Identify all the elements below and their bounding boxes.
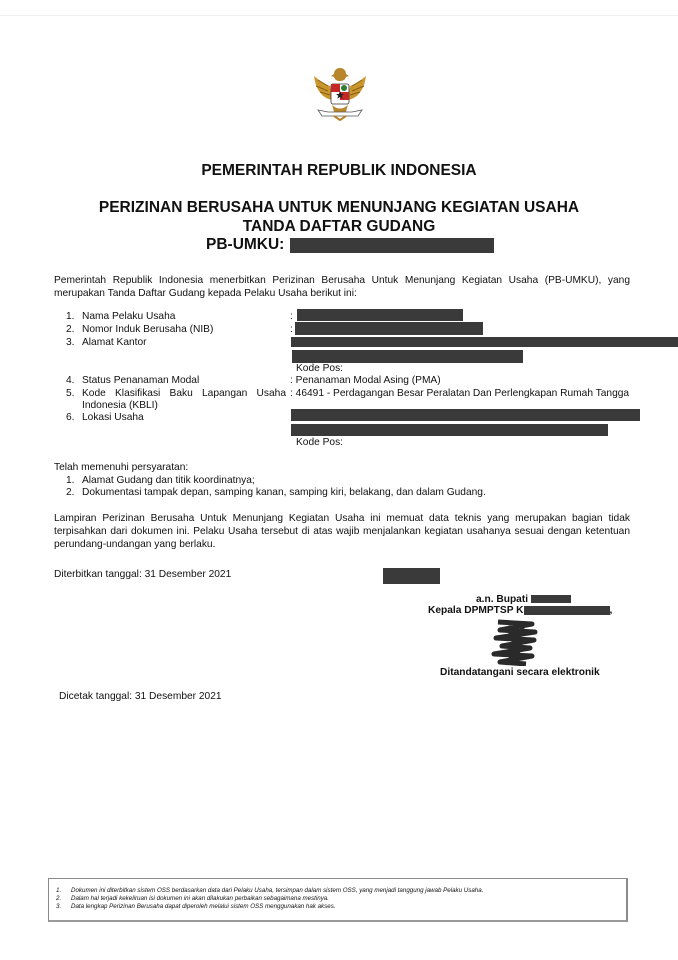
page-top-edge	[0, 15, 678, 16]
redacted-region-name	[524, 606, 610, 615]
footer-note: 1. Dokumen ini diterbitkan sistem OSS berdasarkan data dari Pelaku Usaha, tersimpan dalam sistem OSS, yang menjadi tanggung jawab Pelaku Usaha.	[56, 887, 484, 894]
government-title: PEMERINTAH REPUBLIK INDONESIA	[201, 162, 477, 179]
printed-date: Dicetak tanggal: 31 Desember 2021	[59, 691, 222, 702]
redacted-regent-name	[531, 595, 571, 603]
footer-note: 3. Data lengkap Perizinan Berusaha dapat diperoleh melalui sistem OSS menggunakan hak akses.	[56, 903, 336, 910]
redacted-signature-scribble	[480, 618, 550, 666]
intro-paragraph: Pemerintah Republik Indonesia menerbitkan Perizinan Berusaha Untuk Menunjang Kegiatan Usaha (PB-UMKU), yang merupakan Tanda Daftar Gudang kepada Pelaku Usaha berikut ini:	[54, 275, 630, 299]
attachment-note: Lampiran Perizinan Berusaha Untuk Menunjang Kegiatan Usaha ini memuat data teknis yang merupakan bagian tidak terpisahkan dari dokumen ini. Pelaku Usaha tersebut di atas wajib menjalankan kegiatan usahanya sesuai dengan ketentuan perundang-undangan yang berlaku.	[54, 513, 630, 550]
redacted-nib	[295, 322, 483, 335]
electronic-signature-note: Ditandatangani secara elektronik	[440, 667, 600, 678]
redacted-issuer-stamp	[383, 568, 440, 584]
redacted-company-name	[297, 309, 463, 321]
location-postal-code-label: Kode Pos:	[296, 437, 344, 448]
garuda-emblem-icon	[310, 62, 370, 124]
pb-umku-label: PB-UMKU:	[206, 236, 285, 253]
office-postal-code-label: Kode Pos:	[296, 363, 344, 374]
document-subtitle: TANDA DAFTAR GUDANG	[242, 218, 436, 235]
redacted-office-address-1	[291, 337, 678, 347]
redacted-office-address-2	[292, 350, 523, 363]
signature-position: Kepala DPMPTSP K ,	[428, 605, 613, 616]
redacted-location-1	[291, 409, 640, 421]
requirements-heading: Telah memenuhi persyaratan:	[54, 462, 189, 473]
redacted-location-2	[291, 424, 608, 436]
signature-on-behalf: a.n. Bupati	[476, 594, 571, 605]
pb-umku-number	[206, 236, 494, 254]
document-title: PERIZINAN BERUSAHA UNTUK MENUNJANG KEGIATAN USAHA	[98, 199, 580, 216]
footer-note: 2. Dalam hal terjadi kekeliruan isi dokumen ini akan dilakukan perbaikan sebagaimana mestinya.	[56, 895, 329, 902]
issued-date: Diterbitkan tanggal: 31 Desember 2021	[54, 569, 232, 580]
pb-umku-redacted	[290, 238, 494, 253]
footer-notes-box	[48, 878, 628, 922]
